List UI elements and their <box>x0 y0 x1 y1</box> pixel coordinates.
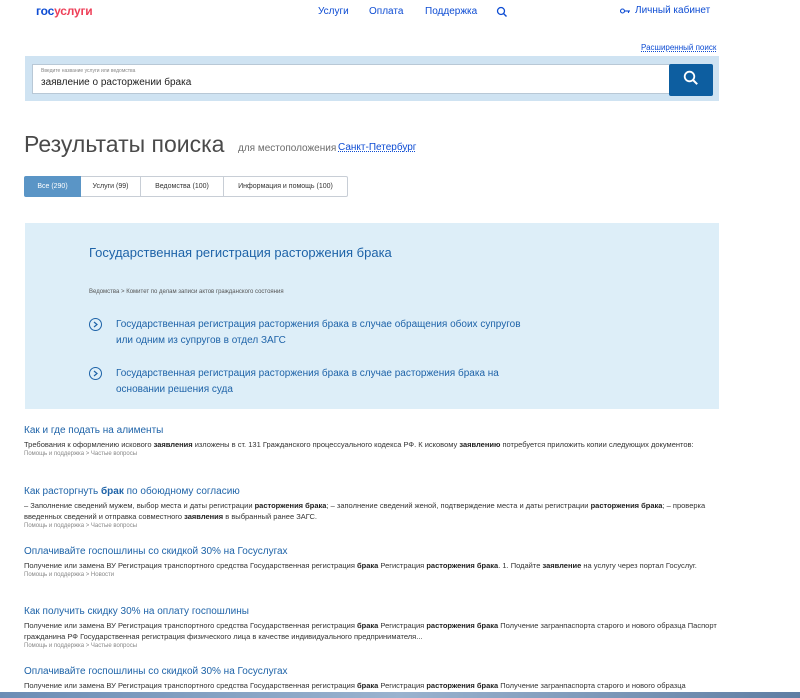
search-button[interactable] <box>669 64 713 96</box>
nav-support[interactable]: Поддержка <box>425 6 478 17</box>
location-label: для местоположения <box>238 143 337 154</box>
featured-link-1[interactable] <box>89 317 519 349</box>
result-title[interactable]: Как и где подать на алименты <box>24 425 164 436</box>
tab-all[interactable]: Все (290) <box>24 176 81 197</box>
result-path: Помощь и поддержка > Новости <box>24 572 115 578</box>
search-value: заявление о расторжении брака <box>41 77 192 88</box>
result-item <box>24 485 724 531</box>
top-header <box>0 0 800 26</box>
result-title[interactable]: Как получить скидку 30% на оплату госпошлины <box>24 606 249 617</box>
result-path: Помощь и поддержка > Частые вопросы <box>24 643 138 649</box>
magnifier-icon <box>683 70 699 91</box>
header-search-icon[interactable] <box>496 5 508 17</box>
result-snippet: Требования к оформлению искового заявления изложены в ст. 131 Гражданского процессуального кодекса РФ. К исковому заявлению потребуется приложить копии следующих документов: <box>24 440 694 449</box>
featured-link-text: Государственная регистрация расторжения брака в случае расторжения брака на основании решения суда <box>116 368 499 395</box>
featured-service-card <box>25 223 719 409</box>
tab-services[interactable]: Услуги (99) <box>81 176 141 197</box>
featured-title[interactable]: Государственная регистрация расторжения брака <box>89 245 392 260</box>
result-title[interactable]: Оплачивайте госпошлины со скидкой 30% на Госуслугах <box>24 666 288 677</box>
result-snippet: Получение или замена ВУ Регистрация транспортного средства Государственная регистрация брака Регистрация расторжения брака Получение загранпаспорта старого и нового образца Паспорт гражданина РФ Государственная регистрация физического лица в качестве индивидуального предпринимателя... <box>24 621 717 641</box>
result-path: Помощь и поддержка > Частые вопросы <box>24 451 138 457</box>
result-title[interactable]: Как расторгнуть брак по обоюдному согласию <box>24 486 240 497</box>
logo-part-gos: гос <box>36 4 55 18</box>
nav-services[interactable]: Услуги <box>318 6 349 17</box>
results-tabs <box>24 176 348 197</box>
result-item <box>24 665 724 691</box>
result-item <box>24 424 724 459</box>
cabinet-label: Личный кабинет <box>635 5 711 16</box>
result-path: Помощь и поддержка > Частые вопросы <box>24 523 138 529</box>
results-title: Результаты поиска <box>24 131 225 157</box>
result-title[interactable]: Оплачивайте госпошлины со скидкой 30% на Госуслугах <box>24 546 288 557</box>
chevron-circle-icon <box>89 367 102 380</box>
featured-link-text: Государственная регистрация расторжения брака в случае обращения обоих супругов или одним из супругов в отдел ЗАГС <box>116 319 521 346</box>
nav-payment[interactable]: Оплата <box>369 6 404 17</box>
tab-agencies[interactable]: Ведомства (100) <box>141 176 224 197</box>
advanced-search-link[interactable]: Расширенный поиск <box>641 43 717 52</box>
search-hint: Введите название услуги или ведомства <box>41 68 136 74</box>
result-item <box>24 545 724 580</box>
result-snippet: Получение или замена ВУ Регистрация транспортного средства Государственная регистрация брака Регистрация расторжения брака. 1. Подайте заявление на услугу через портал Госуслуг. <box>24 561 697 570</box>
featured-link-2[interactable] <box>89 366 519 398</box>
logo-part-uslugi: услуги <box>54 4 93 18</box>
gosuslugi-logo[interactable] <box>36 4 92 18</box>
taskbar-strip <box>0 692 800 698</box>
result-item <box>24 605 724 651</box>
key-icon <box>620 7 631 15</box>
featured-breadcrumb: Ведомства > Комитет по делам записи актов гражданского состояния <box>89 289 284 295</box>
tab-info-help[interactable]: Информация и помощь (100) <box>224 176 348 197</box>
result-snippet: Получение или замена ВУ Регистрация транспортного средства Государственная регистрация брака Регистрация расторжения брака Получение загранпаспорта старого и нового образца <box>24 681 686 690</box>
chevron-circle-icon <box>89 318 102 331</box>
city-selector[interactable]: Санкт-Петербург <box>338 142 417 153</box>
search-input[interactable] <box>32 64 687 94</box>
personal-cabinet-link[interactable] <box>620 5 710 16</box>
search-panel <box>25 56 719 101</box>
result-snippet: – Заполнение сведений мужем, выбор места и даты регистрации расторжения брака; – заполнение сведений женой, подтверждение места и даты регистрации расторжения брака; – проверка введенных сведений и отправка совместного заявления в выбранный ранее ЗАГС. <box>24 501 706 521</box>
